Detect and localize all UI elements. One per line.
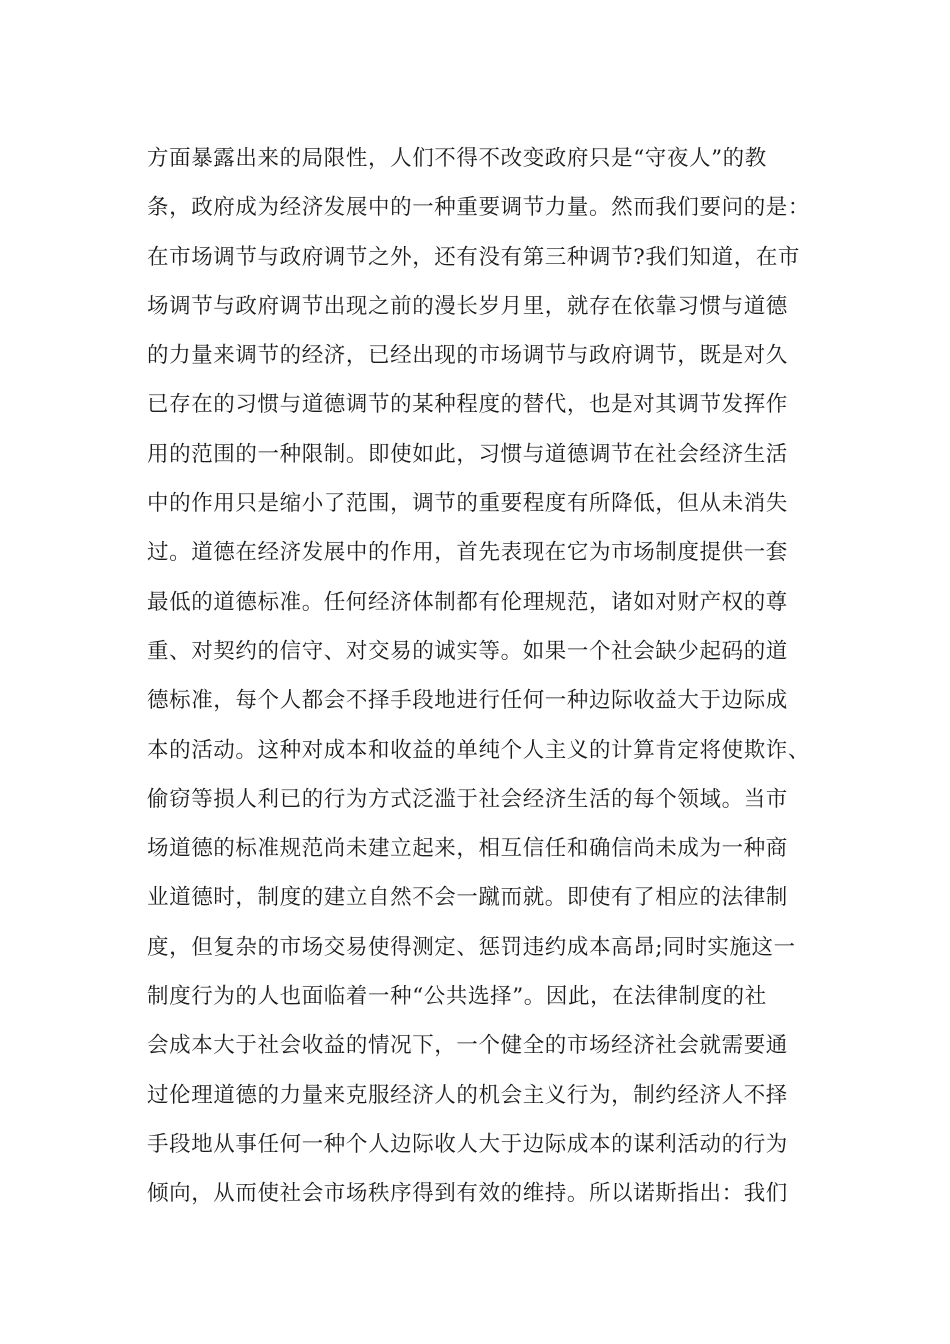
text-line: 方面暴露出来的局限性，人们不得不改变政府只是“守夜人”的教 xyxy=(147,146,767,171)
text-line: 的力量来调节的经济，已经出现的市场调节与政府调节，既是对久 xyxy=(147,343,788,369)
text-line: 德标准，每个人都会不择手段地进行任何一种边际收益大于边际成 xyxy=(147,688,788,714)
text-line: 会成本大于社会收益的情况下，一个健全的市场经济社会就需要通 xyxy=(147,1033,788,1059)
text-line: 场道德的标准规范尚未建立起来，相互信任和确信尚未成为一种商 xyxy=(147,836,788,862)
text-line: 偷窃等损人利已的行为方式泛滥于社会经济生活的每个领域。当市 xyxy=(147,786,788,812)
text-line: 度，但复杂的市场交易使得测定、惩罚违约成本高昂;同时实施这一 xyxy=(147,934,796,960)
text-line: 过。道德在经济发展中的作用，首先表现在它为市场制度提供一套 xyxy=(147,540,788,566)
text-line: 最低的道德标准。任何经济体制都有伦理规范，诸如对财产权的尊 xyxy=(147,589,788,615)
text-line: 在市场调节与政府调节之外，还有没有第三种调节?我们知道，在市 xyxy=(147,244,801,270)
text-line: 过伦理道德的力量来克服经济人的机会主义行为，制约经济人不择 xyxy=(147,1082,788,1108)
text-line: 已存在的习惯与道德调节的某种程度的替代，也是对其调节发挥作 xyxy=(147,392,788,418)
text-line: 倾向，从而使社会市场秩序得到有效的维持。所以诺斯指出：我们 xyxy=(147,1181,788,1207)
text-line: 用的范围的一种限制。即使如此，习惯与道德调节在社会经济生活 xyxy=(147,441,788,467)
text-line: 手段地从事任何一种个人边际收人大于边际成本的谋利活动的行为 xyxy=(147,1131,788,1157)
text-line: 业道德时，制度的建立自然不会一蹴而就。即使有了相应的法律制 xyxy=(147,885,788,911)
text-line: 中的作用只是缩小了范围，调节的重要程度有所降低，但从未消失 xyxy=(147,491,788,517)
text-line: 制度行为的人也面临着一种“公共选择”。因此，在法律制度的社 xyxy=(147,984,767,1010)
body-text xyxy=(147,134,817,1219)
text-line: 本的活动。这种对成本和收益的单纯个人主义的计算肯定将使欺诈、 xyxy=(147,737,811,763)
text-line: 重、对契约的信守、对交易的诚实等。如果一个社会缺少起码的道 xyxy=(147,638,788,664)
text-line: 场调节与政府调节出现之前的漫长岁月里，就存在依靠习惯与道德 xyxy=(147,293,788,319)
text-line: 条，政府成为经济发展中的一种重要调节力量。然而我们要问的是： xyxy=(147,195,811,221)
